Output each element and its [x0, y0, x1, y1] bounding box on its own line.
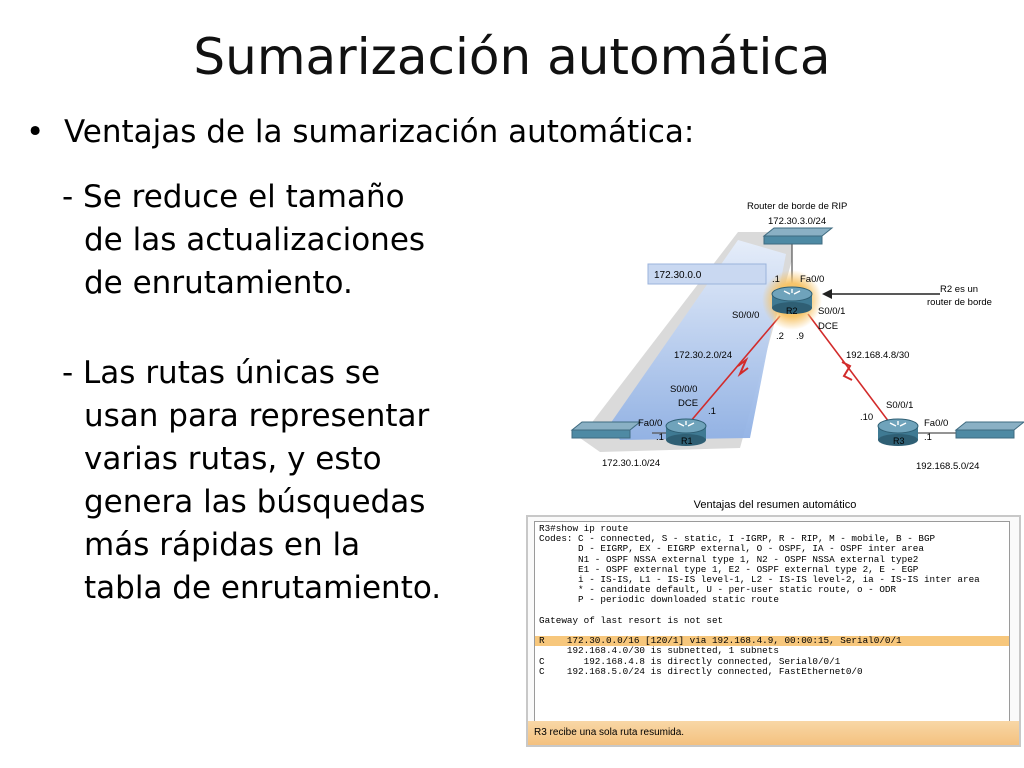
r1-fa-ip-label: .1: [656, 432, 664, 443]
net-r3-lan-label: 192.168.5.0/24: [916, 461, 980, 472]
r2-name: R2: [786, 306, 798, 316]
r1-serial-ip-label: .1: [708, 406, 716, 417]
summary-label: 172.30.0.0: [654, 270, 702, 281]
r3-s001-label: S0/0/1: [886, 400, 914, 411]
r2-border-note: router de borde: [927, 297, 992, 308]
r2-fa-label: Fa0/0: [800, 274, 825, 285]
r2-s000-label: S0/0/0: [732, 310, 760, 321]
net-r1-r2-label: 172.30.2.0/24: [674, 350, 733, 361]
r3-fa-ip-label: .1: [924, 432, 932, 443]
bullet-text: Ventajas de la sumarización automática:: [64, 114, 695, 150]
switch-icon: [764, 228, 832, 244]
terminal-line: 192.168.4.0/30 is subnetted, 1 subnets: [539, 645, 779, 657]
point2-line: tabla de enrutamiento.: [84, 570, 442, 606]
terminal-line: C 192.168.4.8 is directly connected, Serial0/0/1: [539, 655, 841, 667]
terminal-line: C 192.168.5.0/24 is directly connected, FastEthernet0/0: [539, 665, 863, 677]
switch-icon: [956, 422, 1024, 438]
terminal-line: P - periodic downloaded static route: [539, 594, 779, 606]
r2-border-note: R2 es un: [940, 284, 979, 295]
net-r2-r3-label: 192.168.4.8/30: [846, 350, 910, 361]
point1-line: - Se reduce el tamaño: [62, 179, 405, 215]
routing-table-panel: [526, 515, 1021, 747]
terminal-line: D - EIGRP, EX - EIGRP external, O - OSPF, IA - OSPF inter area: [539, 543, 924, 555]
arrow-head-icon: [822, 289, 832, 299]
terminal-line: N1 - OSPF NSSA external type 1, N2 - OSPF NSSA external type2: [539, 553, 919, 565]
summary-route-line: R 172.30.0.0/16 [120/1] via 192.168.4.9, 00:00:15, Serial0/0/1: [535, 636, 1009, 646]
border-router-label: Router de borde de RIP: [747, 201, 848, 212]
point2-line: usan para representar: [84, 398, 430, 434]
terminal-line: E1 - OSPF external type 1, E2 - OSPF external type 2, E - EGP: [539, 563, 919, 575]
r1-s000-label: S0/0/0: [670, 384, 698, 395]
r2-fa-ip-label: .1: [772, 274, 780, 285]
terminal-caption: Ventajas del resumen automático: [693, 499, 857, 511]
r3-ip10-label: .10: [860, 412, 874, 423]
r2-dce-label: DCE: [818, 321, 839, 332]
terminal-line: * - candidate default, U - per-user static route, o - ODR: [539, 584, 897, 596]
r2-ip9-label: .9: [796, 331, 804, 342]
r1-name: R1: [681, 436, 693, 446]
net-r1-lan-label: 172.30.1.0/24: [602, 458, 661, 469]
r2-s001-label: S0/0/1: [818, 306, 846, 317]
point2-line: - Las rutas únicas se: [62, 355, 381, 391]
terminal-line: Codes: C - connected, S - static, I -IGRP, R - RIP, M - mobile, B - BGP: [539, 533, 936, 545]
terminal-footer: R3 recibe una sola ruta resumida.: [528, 721, 1019, 745]
point2-line: más rápidas en la: [84, 527, 361, 563]
point2-line: genera las búsquedas: [84, 484, 426, 520]
r1-fa-label: Fa0/0: [638, 418, 663, 429]
network-topology-diagram: [560, 190, 1024, 480]
r1-dce-label: DCE: [678, 398, 699, 409]
bullet-heading: [26, 114, 694, 150]
point2-line: varias rutas, y esto: [84, 441, 382, 477]
r2-ip2-label: .2: [776, 331, 784, 342]
terminal-line: i - IS-IS, L1 - IS-IS level-1, L2 - IS-IS level-2, ia - IS-IS inter area: [539, 574, 980, 586]
switch-icon: [572, 422, 640, 438]
terminal-line: R3#show ip route: [539, 523, 629, 534]
point-single-routes: [62, 352, 441, 610]
net-r2-lan-label: 172.30.3.0/24: [768, 216, 827, 227]
terminal-line: Gateway of last resort is not set: [539, 614, 724, 626]
r3-name: R3: [893, 436, 905, 446]
slide-title: Sumarización automática: [193, 28, 831, 86]
bullet-dot: •: [26, 114, 45, 150]
terminal-output: [534, 521, 1010, 724]
point1-line: de las actualizaciones: [84, 222, 426, 258]
point1-line: de enrutamiento.: [84, 265, 353, 301]
point-reduce-size: [62, 176, 425, 305]
r3-fa-label: Fa0/0: [924, 418, 949, 429]
